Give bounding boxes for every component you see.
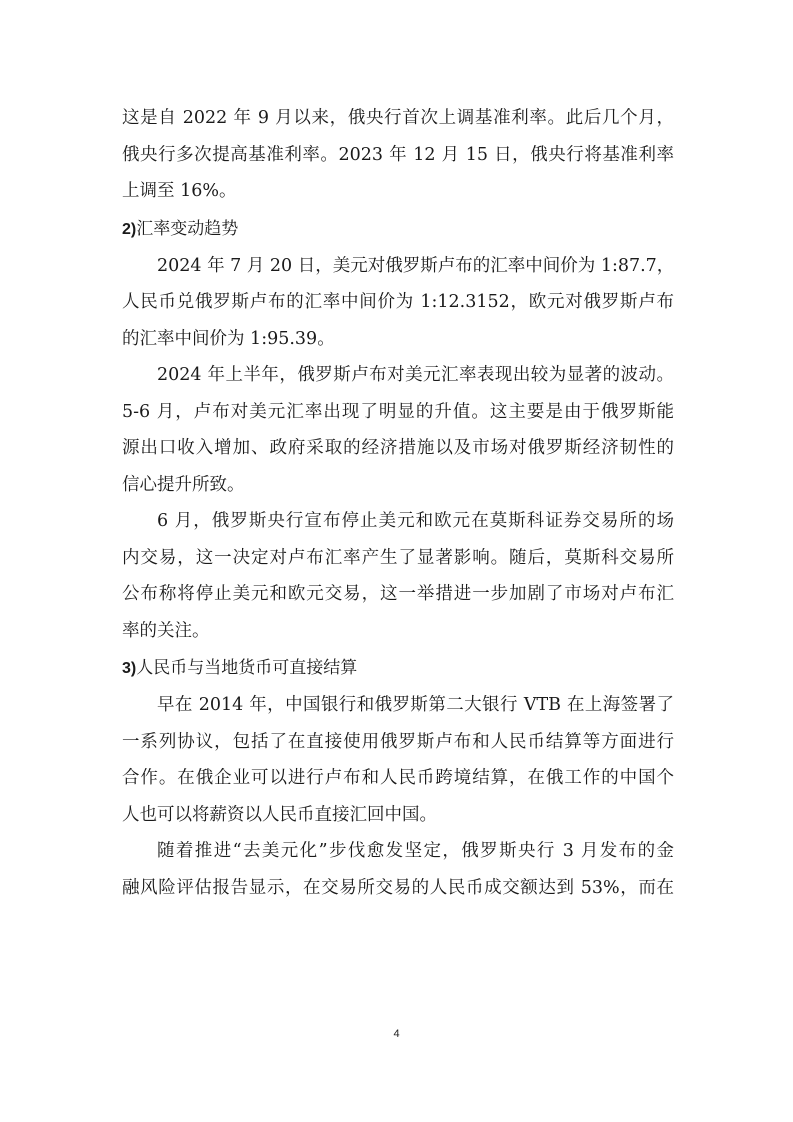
section-heading [122, 649, 674, 687]
text-line: 率的关注。 [122, 620, 210, 641]
text-line: 5-6 月，卢布对美元汇率出现了明显的升值。这主要是由于俄罗斯能 [122, 401, 674, 422]
page-number: 4 [393, 1028, 400, 1040]
text-line: 2024 年 7 月 20 日，美元对俄罗斯卢布的汇率中间价为 1:87.7， [157, 255, 675, 276]
text-line: 这是自 2022 年 9 月以来，俄央行首次上调基准利率。此后几个月， [122, 108, 674, 128]
section-heading [122, 210, 674, 248]
paragraph [122, 503, 674, 649]
text-line: 的汇率中间价为 1:95.39。 [122, 328, 335, 349]
paragraph [122, 248, 674, 358]
text-line: 一系列协议，包括了在直接使用俄罗斯卢布和人民币结算等方面进行 [122, 731, 674, 752]
paragraph [122, 687, 674, 833]
document-body [122, 100, 674, 906]
text-line: 俄央行多次提高基准利率。2023 年 12 月 15 日，俄央行将基准利率 [122, 144, 674, 165]
text-line: 内交易，这一决定对卢布汇率产生了显著影响。随后，莫斯科交易所 [122, 547, 674, 568]
paragraph [122, 833, 674, 906]
text-line: 上调至 16%。 [122, 181, 237, 201]
section-number: 2) [122, 220, 137, 238]
paragraph [122, 357, 674, 503]
text-line: 随着推进“去美元化”步伐愈发坚定，俄罗斯央行 3 月发布的金 [157, 841, 674, 861]
text-line: 人也可以将薪资以人民币直接汇回中国。 [122, 804, 437, 825]
text-line: 合作。在俄企业可以进行卢布和人民币跨境结算，在俄工作的中国个 [122, 768, 674, 788]
section-number: 3) [122, 660, 137, 677]
section-title: 汇率变动趋势 [136, 218, 239, 239]
text-line: 源出口收入增加、政府采取的经济措施以及市场对俄罗斯经济韧性的 [122, 438, 674, 458]
text-line: 6 月，俄罗斯央行宣布停止美元和欧元在莫斯科证券交易所的场 [157, 511, 674, 531]
text-line: 信心提升所致。 [122, 474, 245, 495]
text-line: 人民币兑俄罗斯卢布的汇率中间价为 1:12.3152，欧元对俄罗斯卢布 [122, 292, 674, 312]
paragraph [122, 100, 674, 210]
section-title: 人民币与当地货币可直接结算 [136, 658, 358, 678]
text-line: 融风险评估报告显示，在交易所交易的人民币成交额达到 53%，而在 [122, 877, 674, 898]
text-line: 早在 2014 年，中国银行和俄罗斯第二大银行 VTB 在上海签署了 [157, 695, 674, 715]
text-line: 公布称将停止美元和欧元交易，这一举措进一步加剧了市场对卢布汇 [122, 584, 674, 604]
text-line: 2024 年上半年，俄罗斯卢布对美元汇率表现出较为显著的波动。 [157, 365, 674, 385]
